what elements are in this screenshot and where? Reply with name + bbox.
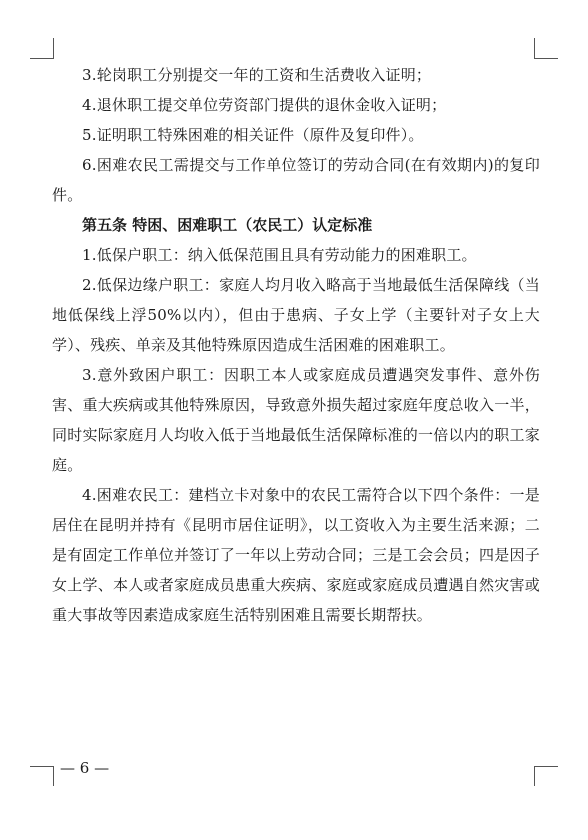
criteria-item-4: 4.困难农民工：建档立卡对象中的农民工需符合以下四个条件：一是居住在昆明并持有《昆明市居住证明》，以工资收入为主要生活来源；二是有固定工作单位并签订了一年以上劳动合同；三是工会会员；四是因子女上学、本人或者家庭成员患重大疾病、家庭或家庭成员遭遇自然灾害或重大事故等因素造成家庭生活特别困难且需要长期帮扶。 — [52, 486, 540, 624]
document-body — [52, 60, 540, 630]
paragraph-item-5: 5.证明职工特殊困难的相关证件（原件及复印件）。 — [82, 126, 424, 144]
criteria-item-3: 3.意外致困户职工：因职工本人或家庭成员遭遇突发事件、意外伤害、重大疾病或其他特殊原因，导致意外损失超过家庭年度总收入一半，同时实际家庭月人均收入低于当地最低生活保障标准的一倍以内的职工家庭。 — [52, 366, 540, 474]
crop-mark-bottom-left-v — [53, 766, 54, 786]
criteria-item-2: 2.低保边缘户职工：家庭人均月收入略高于当地最低生活保障线（当地低保线上浮50%以内），但由于患病、子女上学（主要针对子女上大学）、残疾、单亲及其他特殊原因造成生活困难的困难职工。 — [52, 276, 540, 354]
crop-mark-top-left-v — [53, 38, 54, 58]
crop-mark-bottom-right-h — [534, 766, 558, 767]
crop-mark-top-left-h — [30, 58, 54, 59]
paragraph-item-3: 3.轮岗职工分别提交一年的工资和生活费收入证明； — [82, 66, 432, 84]
section-heading: 第五条 特困、困难职工（农民工）认定标准 — [82, 216, 373, 234]
crop-mark-top-right-h — [534, 58, 558, 59]
paragraph-item-4: 4.退休职工提交单位劳资部门提供的退休金收入证明； — [82, 96, 447, 114]
paragraph-item-6: 6.困难农民工需提交与工作单位签订的劳动合同(在有效期内)的复印件。 — [52, 156, 540, 204]
crop-mark-top-right-v — [534, 38, 535, 58]
criteria-item-1: 1.低保户职工：纳入低保范围且具有劳动能力的困难职工。 — [82, 246, 477, 264]
crop-mark-bottom-right-v — [534, 766, 535, 786]
crop-mark-bottom-left-h — [30, 766, 54, 767]
page-number: — 6 — — [60, 759, 110, 777]
